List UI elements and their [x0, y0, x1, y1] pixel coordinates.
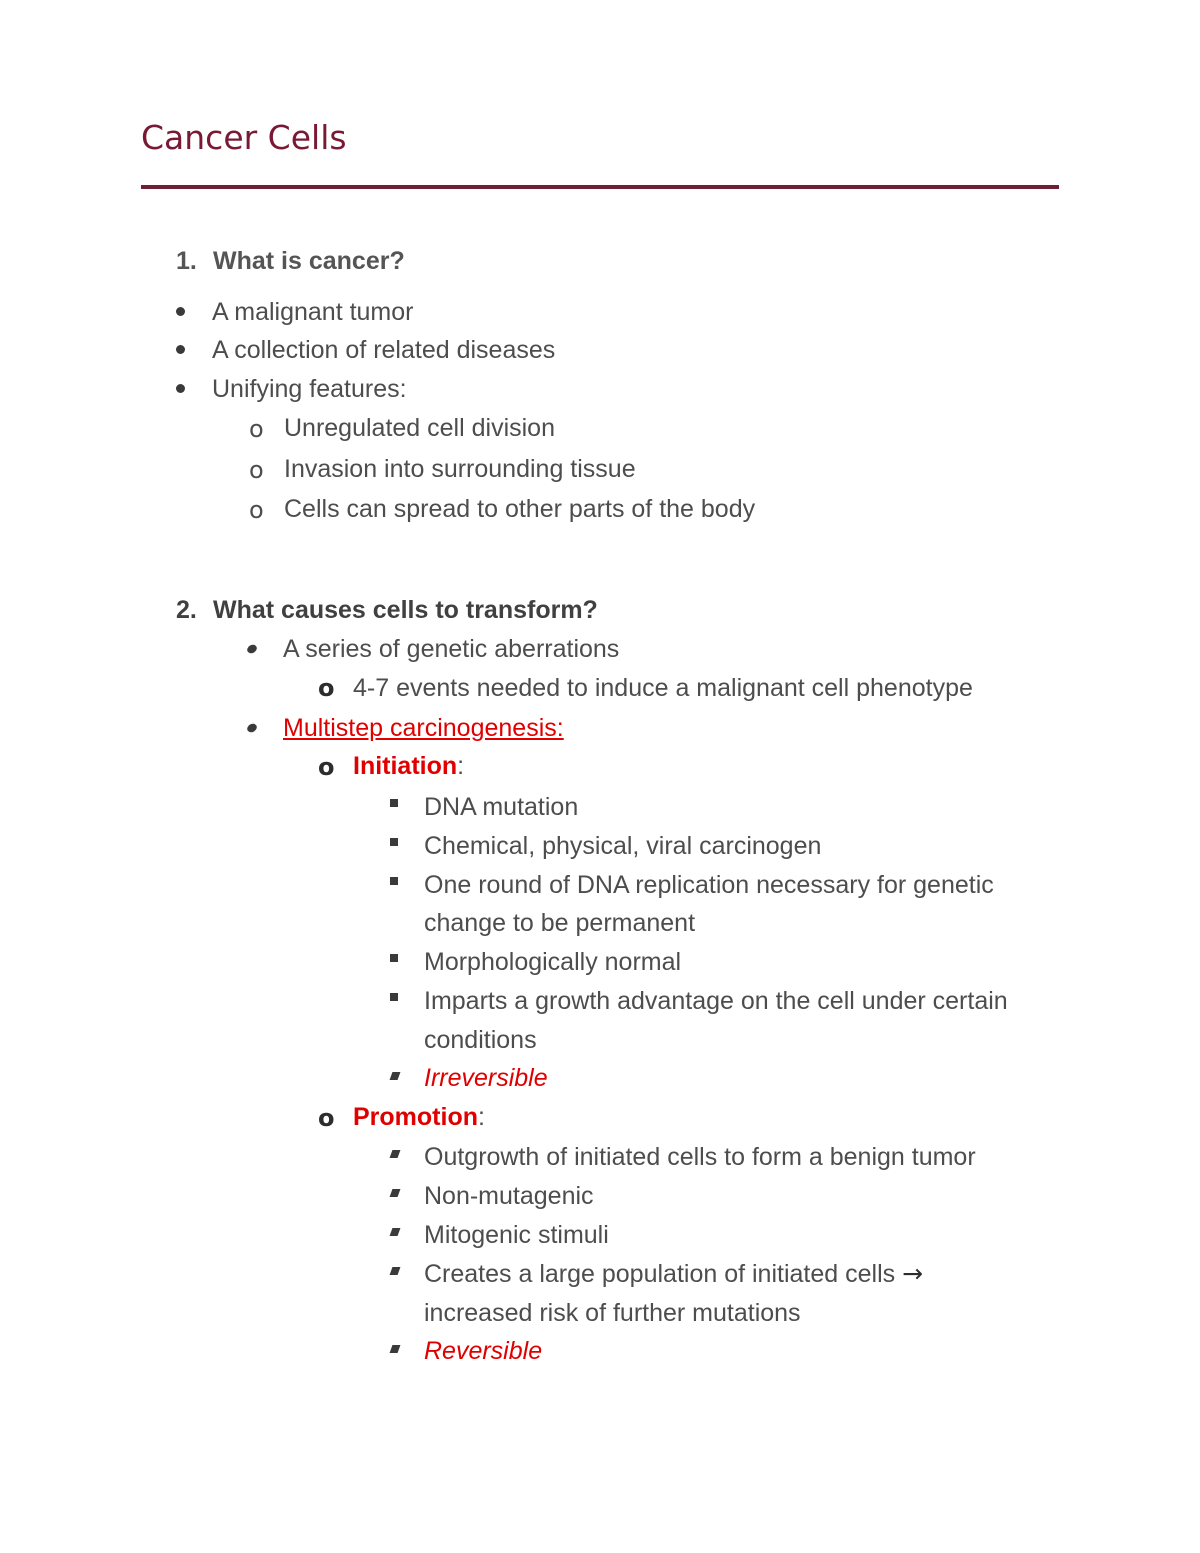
bullet-icon: [246, 722, 259, 734]
list-item: Morphologically normal: [424, 948, 682, 976]
list-item: A series of genetic aberrations: [283, 635, 620, 663]
square-bullet-icon: [390, 1228, 401, 1236]
circle-bullet-icon: o: [318, 1104, 335, 1132]
list-item: Chemical, physical, viral carcinogen: [424, 832, 822, 860]
section-1-number: 1.: [176, 247, 197, 275]
list-item-highlight: Multistep carcinogenesis:: [283, 714, 564, 742]
list-item: Non-mutagenic: [424, 1182, 594, 1210]
list-item-continuation: increased risk of further mutations: [424, 1299, 801, 1327]
square-bullet-icon: [390, 799, 398, 807]
list-item-highlight: Irreversible: [424, 1064, 548, 1092]
square-bullet-icon: [390, 838, 398, 846]
list-item-continuation: change to be permanent: [424, 909, 696, 937]
list-item: DNA mutation: [424, 793, 579, 821]
circle-bullet-icon: o: [318, 753, 335, 781]
list-item: Unregulated cell division: [284, 414, 555, 442]
square-bullet-icon: [390, 1150, 401, 1158]
bullet-icon: [246, 643, 259, 655]
stage-heading-promotion: [353, 1102, 485, 1132]
square-bullet-icon: [390, 1189, 401, 1197]
list-item: 4-7 events needed to induce a malignant cell phenotype: [353, 674, 973, 702]
list-item: [424, 1259, 923, 1289]
bullet-icon: [176, 307, 185, 316]
square-bullet-icon: [390, 877, 398, 885]
square-bullet-icon: [390, 1345, 401, 1353]
square-bullet-icon: [390, 1267, 401, 1275]
list-item-continuation: conditions: [424, 1026, 537, 1054]
section-2-question: What causes cells to transform?: [213, 596, 598, 624]
square-bullet-icon: [390, 954, 398, 962]
list-item: A malignant tumor: [212, 298, 414, 326]
stage-heading-initiation: [353, 751, 464, 781]
bullet-icon: [176, 384, 185, 393]
stage-name: Initiation: [353, 752, 458, 780]
list-item: Imparts a growth advantage on the cell under certain: [424, 987, 1008, 1015]
title-divider: [141, 185, 1059, 189]
arrow-right-icon: →: [902, 1259, 924, 1288]
list-item-highlight: Reversible: [424, 1337, 543, 1365]
list-item: A collection of related diseases: [212, 336, 556, 364]
square-bullet-icon: [390, 993, 398, 1001]
bullet-icon: [176, 345, 185, 354]
list-item: Unifying features:: [212, 375, 407, 403]
section-1-question: What is cancer?: [213, 247, 405, 275]
stage-suffix: :: [457, 752, 465, 780]
stage-name: Promotion: [353, 1103, 478, 1131]
list-item: Outgrowth of initiated cells to form a benign tumor: [424, 1143, 976, 1171]
square-bullet-icon: [390, 1072, 401, 1080]
section-2-number: 2.: [176, 596, 197, 624]
list-item: One round of DNA replication necessary for genetic: [424, 871, 994, 899]
stage-suffix: :: [478, 1103, 485, 1131]
list-item: Invasion into surrounding tissue: [284, 455, 636, 483]
list-item-text: Creates a large population of initiated cells: [424, 1260, 896, 1288]
list-item: Cells can spread to other parts of the body: [284, 495, 756, 523]
circle-bullet-icon: o: [318, 674, 335, 702]
circle-bullet-icon: o: [249, 496, 264, 524]
circle-bullet-icon: o: [249, 456, 264, 484]
list-item: Mitogenic stimuli: [424, 1221, 609, 1249]
page-title: Cancer Cells: [141, 118, 347, 157]
circle-bullet-icon: o: [249, 415, 264, 443]
